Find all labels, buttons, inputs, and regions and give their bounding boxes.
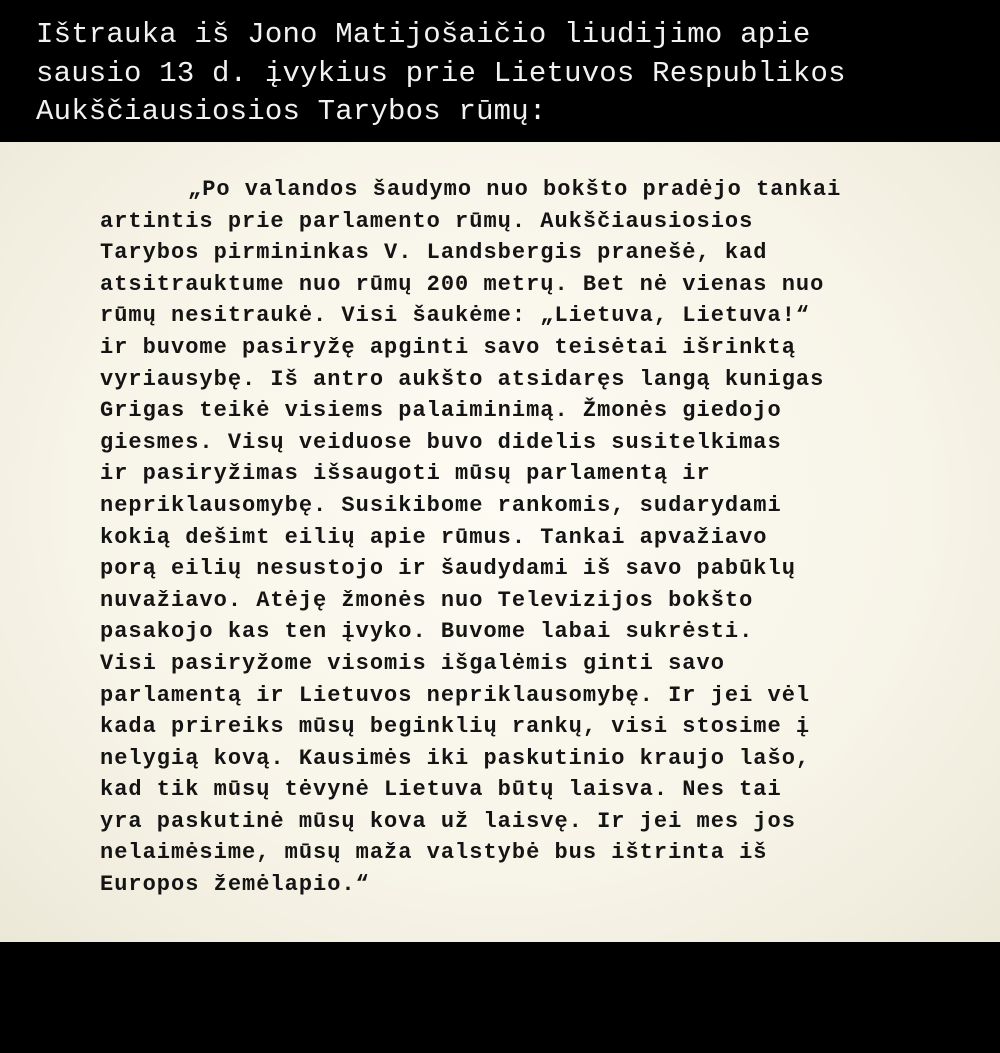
quote-line: Europos žemėlapio.“ (100, 872, 370, 898)
quote-line: rūmų nesitraukė. Visi šaukėme: „Lietuva, Lietuva!“ (100, 303, 811, 329)
quote-line: kad tik mūsų tėvynė Lietuva būtų laisva. Nes tai (100, 777, 782, 803)
testimony-quote (100, 174, 980, 901)
quote-line: pasakojo kas ten įvyko. Buvome labai sukrėsti. (100, 619, 754, 645)
quote-line: kada prireiks mūsų beginklių rankų, visi stosime į (100, 714, 811, 740)
page-title (36, 16, 986, 132)
quote-line: ir buvome pasiryžę apginti savo teisėtai išrinktą (100, 334, 796, 360)
quote-line: nelaimėsime, mūsų maža valstybė bus ištrinta iš (100, 840, 768, 866)
quote-line: Tarybos pirmininkas V. Landsbergis pranešė, kad (100, 240, 768, 266)
quote-line: kokią dešimt eilių apie rūmus. Tankai apvažiavo (100, 524, 768, 550)
quote-line: yra paskutinė mūsų kova už laisvę. Ir jei mes jos (100, 808, 796, 834)
quote-line: „Po valandos šaudymo nuo bokšto pradėjo tankai (188, 177, 842, 202)
quote-line: Grigas teikė visiems palaiminimą. Žmonės giedojo (100, 398, 782, 424)
quote-line: parlamentą ir Lietuvos nepriklausomybę. Ir jei vėl (100, 682, 811, 708)
quote-line: nepriklausomybę. Susikibome rankomis, sudarydami (100, 492, 782, 518)
paper-panel (0, 142, 1000, 942)
title-line: Ištrauka iš Jono Matijošaičio liudijimo apie (36, 18, 811, 51)
quote-line: nelygią kovą. Kausimės iki paskutinio kraujo lašo, (100, 745, 811, 771)
footer-bar (0, 942, 1000, 1053)
quote-line: Visi pasiryžome visomis išgalėmis ginti savo (100, 650, 725, 676)
quote-line: porą eilių nesustojo ir šaudydami iš savo pabūklų (100, 556, 796, 582)
title-line: sausio 13 d. įvykius prie Lietuvos Respublikos (36, 56, 846, 90)
quote-line: artintis prie parlamento rūmų. Aukščiausiosios (100, 208, 754, 234)
quote-line: vyriausybę. Iš antro aukšto atsidaręs langą kunigas (100, 366, 825, 392)
quote-line: nuvažiavo. Atėję žmonės nuo Televizijos bokšto (100, 587, 754, 613)
title-line: Aukščiausiosios Tarybos rūmų: (36, 95, 547, 128)
header-bar (0, 0, 1000, 142)
quote-line: ir pasiryžimas išsaugoti mūsų parlamentą ir (100, 461, 711, 487)
quote-line: atsitrauktume nuo rūmų 200 metrų. Bet nė vienas nuo (100, 271, 825, 297)
quote-line: giesmes. Visų veiduose buvo didelis susitelkimas (100, 429, 782, 455)
